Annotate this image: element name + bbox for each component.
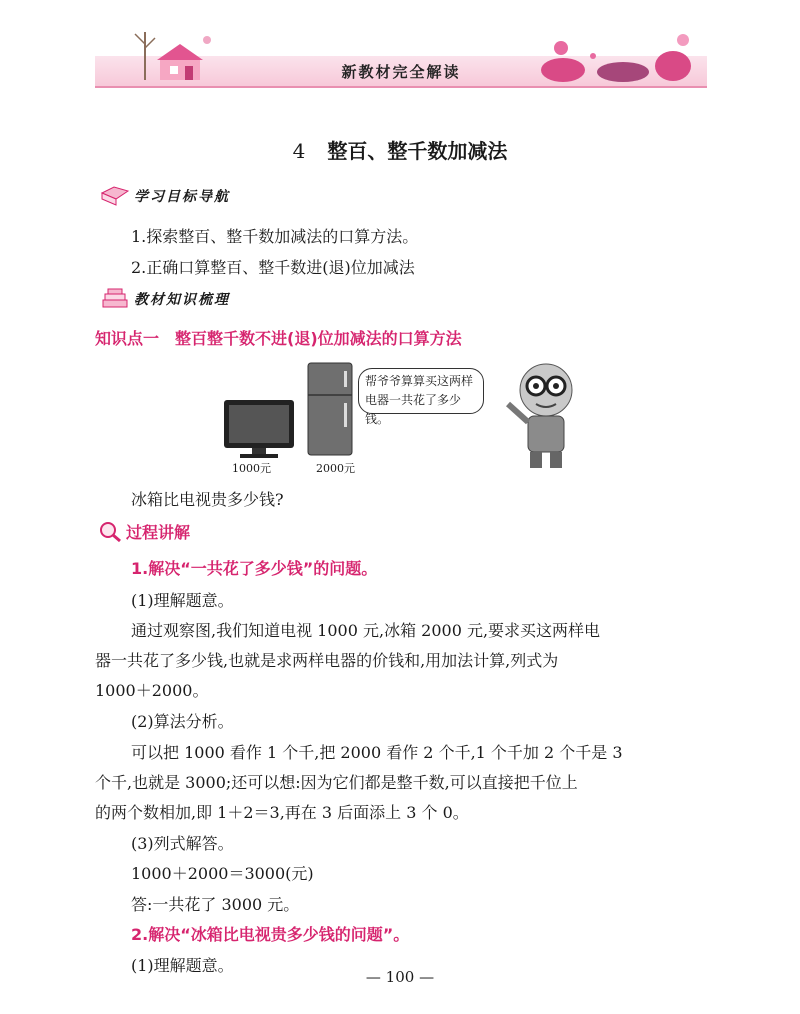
book-icon	[100, 185, 130, 207]
step1-analysis-line1: 可以把 1000 看作 1 个千,把 2000 看作 2 个千,1 个千加 2 个千是 3	[131, 743, 623, 762]
speech-bubble	[358, 368, 484, 426]
fridge-image	[306, 361, 356, 461]
step1-title: 1.解决“一共花了多少钱”的问题。	[131, 559, 378, 578]
lesson-title-text: 整百、整千数加减法	[327, 139, 508, 163]
goals-heading-text: 学习目标导航	[134, 189, 230, 205]
step1-analysis-line3: 的两个数相加,即 1＋2＝3,再在 3 后面添上 3 个 0。	[95, 803, 469, 822]
question-text: 冰箱比电视贵多少钱?	[131, 490, 284, 509]
magnifier-icon	[98, 521, 122, 543]
knowledge-point-1: 知识点一 整百整千数不进(退)位加减法的口算方法	[95, 329, 462, 348]
knowledge-heading	[100, 286, 230, 312]
problem-figure	[218, 358, 588, 478]
tv-price-label: 1000元	[232, 462, 271, 475]
bubble-line-1: 帮爷爷算算买这两样	[365, 374, 474, 388]
step1-understand: (1)理解题意。	[131, 591, 234, 610]
step1-answer-heading: (3)列式解答。	[131, 834, 234, 853]
step2-title: 2.解决“冰箱比电视贵多少钱的问题”。	[131, 925, 410, 944]
step1-paragraph-line3: 1000＋2000。	[95, 681, 209, 700]
fridge-price-label: 2000元	[316, 462, 355, 475]
books-stack-icon	[100, 288, 130, 310]
goal-item-1: 1.探索整百、整千数加减法的口算方法。	[131, 227, 419, 246]
goal-item-2: 2.正确口算整百、整千数进(退)位加减法	[131, 258, 415, 277]
page-number: — 100 —	[365, 968, 435, 986]
lesson-title	[0, 135, 800, 164]
page-header	[95, 18, 707, 88]
process-heading	[98, 520, 190, 543]
lesson-number: 4	[292, 139, 306, 163]
step1-equation: 1000＋2000＝3000(元)	[131, 864, 314, 883]
grandpa-character-image	[504, 360, 584, 472]
bubble-line-2: 电器一共花了多少钱。	[365, 393, 462, 426]
step2-understand: (1)理解题意。	[131, 956, 234, 975]
step1-paragraph-line2: 器一共花了多少钱,也就是求两样电器的价钱和,用加法计算,列式为	[95, 651, 559, 670]
goals-heading	[100, 183, 230, 209]
process-heading-text: 过程讲解	[126, 523, 191, 542]
book-title: 新教材完全解读	[341, 63, 461, 81]
step1-paragraph-line1: 通过观察图,我们知道电视 1000 元,冰箱 2000 元,要求买这两样电	[131, 621, 601, 640]
knowledge-heading-text: 教材知识梳理	[134, 292, 230, 308]
step1-answer: 答:一共花了 3000 元。	[131, 895, 300, 914]
step1-analysis-line2: 个千,也就是 3000;还可以想:因为它们都是整千数,可以直接把千位上	[95, 773, 578, 792]
step1-analysis: (2)算法分析。	[131, 712, 234, 731]
